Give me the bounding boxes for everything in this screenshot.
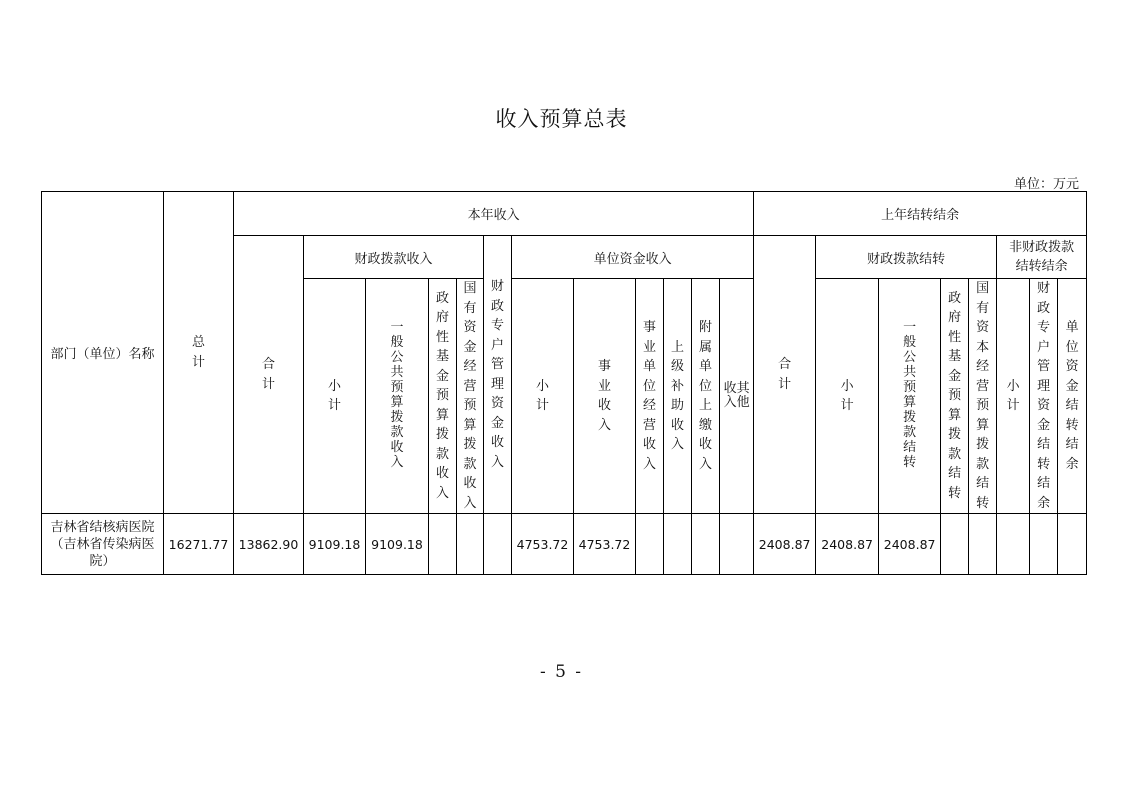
col-ty-sum: 合计 [234, 236, 304, 514]
col-group-this-year: 本年收入 [234, 192, 754, 236]
page-title: 收入预算总表 [495, 107, 628, 131]
page-number: - 5 - [539, 662, 584, 682]
row-ty-special [484, 514, 512, 575]
col-ty-fiscal-subtotal: 小计 [304, 279, 366, 514]
col-group-ly-fiscal: 财政拨款结转 [816, 236, 997, 279]
col-ty-general: 一般公共预算拨款收入 [366, 279, 429, 514]
row-ly-unit [1058, 514, 1087, 575]
col-ty-subsidy: 上级补助收入 [664, 279, 692, 514]
col-group-ty-fiscal: 财政拨款收入 [304, 236, 484, 279]
row-ly-fiscal-subtotal: 2408.87 [816, 514, 879, 575]
row-ty-state-capital [457, 514, 484, 575]
col-ly-state-capital: 国有资本经营预算拨款结转 [969, 279, 997, 514]
row-ty-sum: 13862.90 [234, 514, 304, 575]
col-group-last-year: 上年结转结余 [754, 192, 1087, 236]
col-ly-gov-fund: 政府性基金预算拨款结转 [941, 279, 969, 514]
row-ty-business: 4753.72 [574, 514, 636, 575]
row-ly-sum: 2408.87 [754, 514, 816, 575]
col-group-ty-unit: 单位资金收入 [512, 236, 754, 279]
col-ly-special: 财政专户管理资金结转结余 [1030, 279, 1058, 514]
row-ty-fiscal-subtotal: 9109.18 [304, 514, 366, 575]
col-dept-name: 部门（单位）名称 [42, 192, 164, 514]
col-ly-fiscal-subtotal: 小计 [816, 279, 879, 514]
row-ty-affiliated [692, 514, 720, 575]
col-ty-affiliated: 附属单位上缴收入 [692, 279, 720, 514]
col-ty-other: 收入其他 [720, 279, 754, 514]
col-ty-unit-subtotal: 小计 [512, 279, 574, 514]
col-ty-special: 财政专户管理资金收入 [484, 236, 512, 514]
row-dept-name: 吉林省结核病医院（吉林省传染病医院） [42, 514, 164, 575]
col-group-ly-nonfiscal: 非财政拨款结转结余 [997, 236, 1087, 279]
row-total: 16271.77 [164, 514, 234, 575]
row-ty-gov-fund [429, 514, 457, 575]
table-row [42, 514, 1087, 575]
row-ly-gov-fund [941, 514, 969, 575]
col-ty-state-capital: 国有资金经营预算拨款收入 [457, 279, 484, 514]
col-ty-operating: 事业单位经营收入 [636, 279, 664, 514]
col-ly-nonfiscal-subtotal: 小计 [997, 279, 1030, 514]
row-ly-general: 2408.87 [879, 514, 941, 575]
row-ly-state-capital [969, 514, 997, 575]
income-budget-table [41, 191, 1087, 575]
col-ty-business: 事业收入 [574, 279, 636, 514]
row-ly-special [1030, 514, 1058, 575]
col-ty-gov-fund: 政府性基金预算拨款收入 [429, 279, 457, 514]
row-ty-general: 9109.18 [366, 514, 429, 575]
col-ly-general: 一般公共预算拨款结转 [879, 279, 941, 514]
row-ty-operating [636, 514, 664, 575]
row-ly-nonfiscal-subtotal [997, 514, 1030, 575]
unit-label: 单位：万元 [1013, 177, 1079, 192]
header-row-1 [42, 192, 1087, 236]
row-ty-subsidy [664, 514, 692, 575]
col-total: 总计 [164, 192, 234, 514]
row-ty-other [720, 514, 754, 575]
col-ly-unit: 单位资金结转结余 [1058, 279, 1087, 514]
row-ty-unit-subtotal: 4753.72 [512, 514, 574, 575]
col-ly-sum: 合计 [754, 236, 816, 514]
